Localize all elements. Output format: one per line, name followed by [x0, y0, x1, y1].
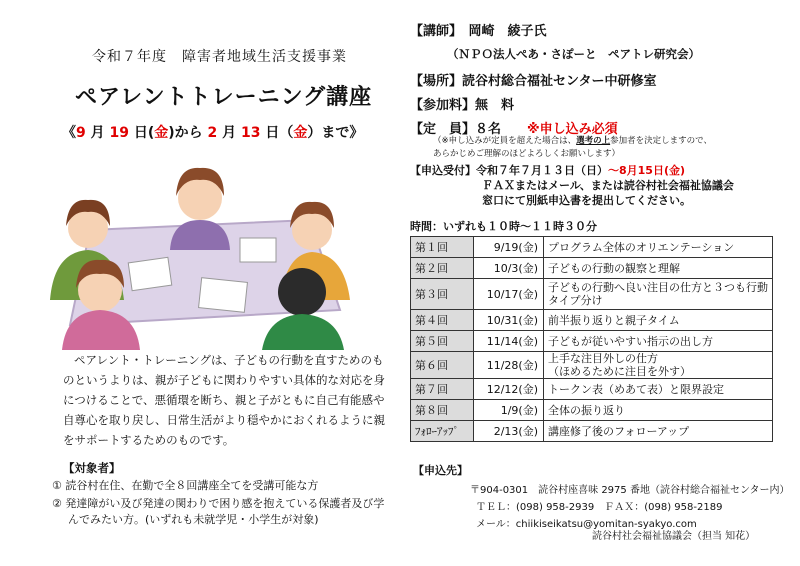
session-content: 講座修了後のフォローアップ	[544, 421, 773, 442]
schedule-row	[411, 237, 773, 258]
session-date: 10/17(金)	[474, 279, 544, 310]
end-day-char: 日	[265, 125, 280, 141]
session-content: プログラム全体のオリエンテーション	[544, 237, 773, 258]
page-title: ペアレントトレーニング講座	[75, 85, 373, 110]
session-date: 12/12(金)	[474, 379, 544, 400]
schedule-row	[411, 310, 773, 331]
session-content: 全体の振り返り	[544, 400, 773, 421]
contact-address: 〒904-0301 読谷村座喜味 2975 番地（読谷村総合福祉センター内）	[470, 485, 790, 496]
kara-text: から	[174, 125, 203, 141]
contact-phone: ＴＥＬ：(098) 958-2939 ＦＡＸ：(098) 958-2189	[476, 502, 723, 513]
session-number: ﾌｫﾛｰｱｯﾌﾟ	[411, 421, 474, 442]
end-day: 13	[241, 125, 261, 141]
session-date: 10/31(金)	[474, 310, 544, 331]
schedule-row	[411, 258, 773, 279]
session-content: 前半振り返りと親子タイム	[544, 310, 773, 331]
capacity-note	[433, 135, 793, 161]
session-date: 9/19(金)	[474, 237, 544, 258]
session-date: 1/9(金)	[474, 400, 544, 421]
day-char: 日	[133, 125, 148, 141]
capacity-label: 【定 員】８名	[410, 122, 502, 137]
parents-meeting-illustration	[40, 160, 360, 350]
capacity-note-text: （※申し込みが定員を超えた場合は、	[433, 136, 577, 146]
capacity-note-text: 参加者を決定しますので、	[610, 136, 712, 146]
target-item: ② 発達障がい及び発達の関わりで困り感を抱えている保護者及び学んでみたい方。(いずれも未就学児・小学生が対象)	[52, 497, 385, 526]
application-method-line: 窓口にて別紙申込書を提出してください。	[482, 194, 691, 207]
session-content: 子どもが従いやすい指示の出し方	[544, 331, 773, 352]
instructor-organization: （ＮＰＯ法人ぺあ・さぽーと ペアトレ研究会）	[447, 47, 700, 61]
schedule-row	[411, 400, 773, 421]
end-month-char: 月	[222, 125, 237, 141]
schedule-row	[411, 331, 773, 352]
course-period	[62, 122, 363, 142]
end-weekday-close: ）	[307, 125, 322, 141]
session-number: 第６回	[411, 352, 474, 379]
session-number: 第３回	[411, 279, 474, 310]
session-number: 第１回	[411, 237, 474, 258]
made-text: まで》	[321, 125, 364, 141]
contact-email: メール：chiikiseikatsu@yomitan-syakyo.com	[476, 519, 697, 530]
month-char: 月	[90, 125, 105, 141]
application-start: 【申込受付】令和７年７月１３日（日）	[410, 164, 608, 177]
contact-heading: 【申込先】	[413, 464, 468, 477]
session-content: 上手な注目外しの仕方 （ほめるために注目を外す）	[544, 352, 773, 379]
schedule-row	[411, 352, 773, 379]
course-description: ペアレント・トレーニングは、子どもの行動を直すためのものというよりは、親が子どもに関わりやすい具体的な対応を身につけることで、悪循環を断ち、親と子がともに自己有能感や自尊心を取り戻し、日常生活がより穏やかにおくれるように親をサポートするためのものです。	[63, 353, 385, 447]
session-number: 第７回	[411, 379, 474, 400]
application-end: ～8月15日(金)	[608, 164, 686, 177]
session-content: トークン表（めあて表）と限界設定	[544, 379, 773, 400]
target-heading: 【対象者】	[63, 461, 121, 475]
session-date: 10/3(金)	[474, 258, 544, 279]
application-method	[482, 178, 734, 208]
application-method-line: ＦＡＸまたはメール、または読谷村社会福祉協議会	[482, 179, 734, 192]
start-weekday-open: (	[147, 125, 155, 141]
schedule-row	[411, 279, 773, 310]
session-number: 第８回	[411, 400, 474, 421]
schedule-table	[410, 236, 773, 442]
contact-info	[470, 482, 790, 533]
capacity-note-text: あらかじめご理解のほどよろしくお願いします）	[433, 149, 621, 159]
schedule-row	[411, 379, 773, 400]
session-number: 第２回	[411, 258, 474, 279]
venue: 【場所】読谷村総合福祉センター中研修室	[410, 74, 657, 89]
session-content: 子どもの行動の観察と理解	[544, 258, 773, 279]
end-weekday-open: （	[279, 125, 294, 141]
session-date: 2/13(金)	[474, 421, 544, 442]
session-date: 11/28(金)	[474, 352, 544, 379]
end-month: 2	[207, 125, 218, 141]
capacity-note-bold: 選考の上	[576, 136, 611, 146]
session-number: 第５回	[411, 331, 474, 352]
session-number: 第４回	[411, 310, 474, 331]
target-item: ① 読谷村在住、在勤で全８回講座全てを受講可能な方	[52, 479, 319, 492]
registration-required: ※申し込み必須	[527, 122, 618, 137]
instructor: 【講師】 岡崎 綾子氏	[410, 24, 547, 39]
start-weekday-close: )	[168, 125, 175, 141]
start-month: 9	[76, 125, 86, 141]
contact-organization: 読谷村社会福祉協議会（担当 知花）	[592, 531, 756, 542]
start-weekday: 金	[154, 125, 169, 141]
application-period	[410, 163, 685, 178]
session-date: 11/14(金)	[474, 331, 544, 352]
schedule-row	[411, 421, 773, 442]
start-day: 19	[109, 125, 129, 141]
target-list	[52, 478, 392, 530]
end-weekday: 金	[293, 125, 308, 141]
session-content: 子どもの行動へ良い注目の仕方と３つも行動タイプ分け	[544, 279, 773, 310]
fee: 【参加料】無 料	[410, 98, 515, 113]
session-time: 時間：いずれも１０時～１１時３０分	[410, 220, 597, 233]
period-open: 《	[62, 125, 76, 141]
subtitle: 令和７年度 障害者地域生活支援事業	[92, 49, 347, 65]
